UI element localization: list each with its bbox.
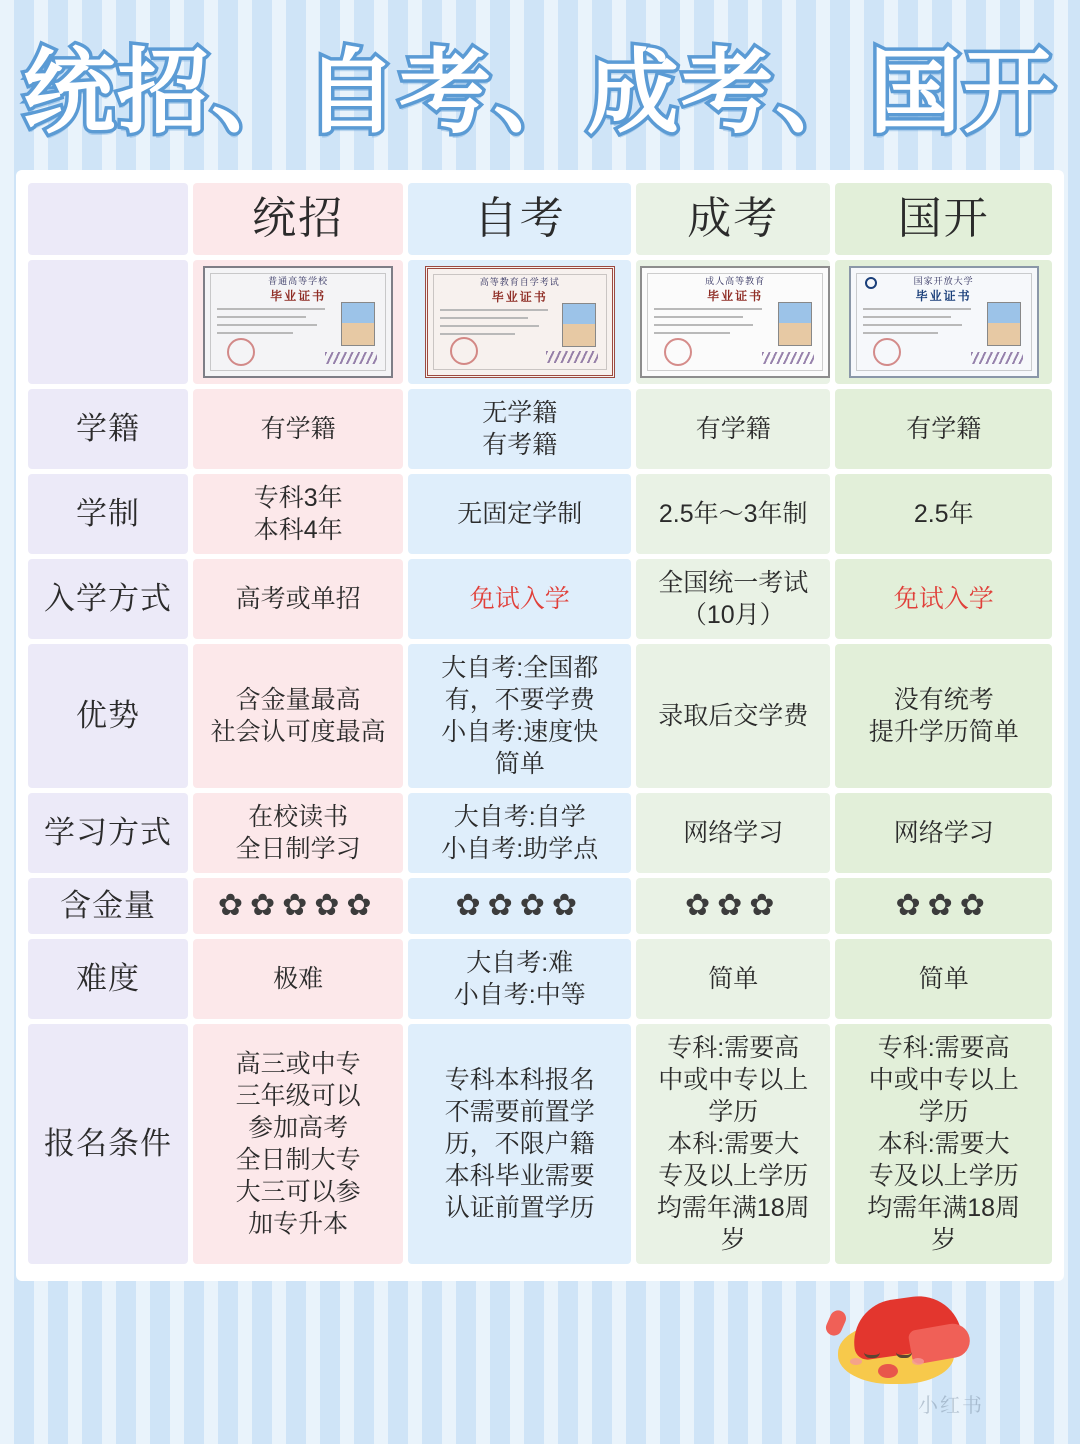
table-row bbox=[28, 644, 1052, 788]
cell-xueji-chengkao: 有学籍 bbox=[636, 389, 830, 469]
table-row bbox=[28, 793, 1052, 873]
certificate-row bbox=[28, 260, 1052, 384]
header-cell-chengkao: 成考 bbox=[636, 183, 830, 255]
cert-signature-icon bbox=[546, 351, 598, 363]
page-title-text: 统招、自考、成考、国开 bbox=[22, 39, 1057, 146]
row-label-baomingtiaojian: 报名条件 bbox=[28, 1024, 188, 1264]
row-label-hanjinliang: 含金量 bbox=[28, 878, 188, 934]
cert-heading-guokai: 毕业证书 bbox=[915, 289, 972, 304]
certificate-image-tongzhao bbox=[203, 266, 393, 378]
row-label-youshi: 优势 bbox=[28, 644, 188, 788]
cell-ruxue-guokai: 免试入学 bbox=[835, 559, 1052, 639]
cell-baoming-zikao: 专科本科报名 不需要前置学 历，不限户籍 本科毕业需要 认证前置学历 bbox=[408, 1024, 631, 1264]
cert-signature-icon bbox=[762, 352, 814, 364]
cert-cell-zikao bbox=[408, 260, 631, 384]
cert-heading-tongzhao: 毕业证书 bbox=[270, 289, 327, 304]
mascot-sticker-icon bbox=[824, 1292, 984, 1402]
table-row bbox=[28, 1024, 1052, 1264]
cell-xuezhi-guokai: 2.5年 bbox=[835, 474, 1052, 554]
cell-xueji-tongzhao: 有学籍 bbox=[193, 389, 404, 469]
row-label-xueji: 学籍 bbox=[28, 389, 188, 469]
cell-nandu-zikao: 大自考:难 小自考:中等 bbox=[408, 939, 631, 1019]
table-header-row bbox=[28, 183, 1052, 255]
cell-hanjinliang-tongzhao bbox=[193, 878, 404, 934]
cell-nandu-guokai: 简单 bbox=[835, 939, 1052, 1019]
cert-seal-icon bbox=[450, 337, 478, 365]
header-cell-guokai: 国开 bbox=[835, 183, 1052, 255]
table-row bbox=[28, 389, 1052, 469]
cell-youshi-zikao: 大自考:全国都 有，不要学费 小自考:速度快 简单 bbox=[408, 644, 631, 788]
row-label-nandu: 难度 bbox=[28, 939, 188, 1019]
cert-cell-tongzhao bbox=[193, 260, 404, 384]
table-row bbox=[28, 474, 1052, 554]
cell-baoming-tongzhao: 高三或中专 三年级可以 参加高考 全日制大专 大三可以参 加专升本 bbox=[193, 1024, 404, 1264]
cell-ruxue-chengkao: 全国统一考试 （10月） bbox=[636, 559, 830, 639]
cell-nandu-chengkao: 简单 bbox=[636, 939, 830, 1019]
cert-title-tongzhao: 普通高等学校 bbox=[268, 276, 329, 287]
star-rating-zikao: ✿✿✿✿ bbox=[455, 888, 585, 922]
star-rating-tongzhao: ✿✿✿✿✿ bbox=[217, 888, 379, 922]
cert-title-guokai: 国家开放大学 bbox=[913, 276, 974, 287]
comparison-table bbox=[23, 178, 1057, 1269]
cert-title-chengkao: 成人高等教育 bbox=[705, 276, 766, 287]
row-label-certificate bbox=[28, 260, 188, 384]
cert-signature-icon bbox=[971, 352, 1023, 364]
cert-signature-icon bbox=[325, 352, 377, 364]
header-cell-zikao: 自考 bbox=[408, 183, 631, 255]
cert-heading-zikao: 毕业证书 bbox=[491, 290, 548, 305]
comparison-table-container bbox=[16, 170, 1064, 1281]
cert-seal-icon bbox=[873, 338, 901, 366]
cert-heading-chengkao: 毕业证书 bbox=[707, 289, 764, 304]
certificate-image-guokai bbox=[849, 266, 1039, 378]
cell-xuexi-guokai: 网络学习 bbox=[835, 793, 1052, 873]
cell-youshi-tongzhao: 含金量最高 社会认可度最高 bbox=[193, 644, 404, 788]
cert-photo-icon bbox=[987, 302, 1021, 346]
header-cell-tongzhao: 统招 bbox=[193, 183, 404, 255]
row-label-xuexifangshi: 学习方式 bbox=[28, 793, 188, 873]
cell-baoming-guokai: 专科:需要高 中或中专以上 学历 本科:需要大 专及以上学历 均需年满18周 岁 bbox=[835, 1024, 1052, 1264]
certificate-image-zikao bbox=[425, 266, 615, 378]
cell-xueji-guokai: 有学籍 bbox=[835, 389, 1052, 469]
row-label-xuezhi: 学制 bbox=[28, 474, 188, 554]
cell-youshi-guokai: 没有统考 提升学历简单 bbox=[835, 644, 1052, 788]
cell-ruxue-tongzhao: 高考或单招 bbox=[193, 559, 404, 639]
cell-hanjinliang-chengkao bbox=[636, 878, 830, 934]
cert-photo-icon bbox=[562, 303, 596, 347]
star-rating-guokai: ✿✿✿ bbox=[895, 888, 992, 922]
cell-xuezhi-tongzhao: 专科3年 本科4年 bbox=[193, 474, 404, 554]
cell-xuezhi-zikao: 无固定学制 bbox=[408, 474, 631, 554]
cell-xuexi-chengkao: 网络学习 bbox=[636, 793, 830, 873]
certificate-image-chengkao bbox=[640, 266, 830, 378]
cert-cell-chengkao bbox=[636, 260, 830, 384]
cert-photo-icon bbox=[341, 302, 375, 346]
table-row bbox=[28, 878, 1052, 934]
header-cell-blank bbox=[28, 183, 188, 255]
cell-baoming-chengkao: 专科:需要高 中或中专以上 学历 本科:需要大 专及以上学历 均需年满18周 岁 bbox=[636, 1024, 830, 1264]
cell-xuezhi-chengkao: 2.5年～3年制 bbox=[636, 474, 830, 554]
cell-xueji-zikao: 无学籍 有考籍 bbox=[408, 389, 631, 469]
cert-title-zikao: 高等教育自学考试 bbox=[479, 277, 560, 288]
row-label-ruxuefangshi: 入学方式 bbox=[28, 559, 188, 639]
cell-xuexi-zikao: 大自考:自学 小自考:助学点 bbox=[408, 793, 631, 873]
table-row bbox=[28, 559, 1052, 639]
cert-photo-icon bbox=[778, 302, 812, 346]
page-title bbox=[0, 0, 1080, 170]
cell-xuexi-tongzhao: 在校读书 全日制学习 bbox=[193, 793, 404, 873]
cell-youshi-chengkao: 录取后交学费 bbox=[636, 644, 830, 788]
cell-hanjinliang-guokai bbox=[835, 878, 1052, 934]
cell-hanjinliang-zikao bbox=[408, 878, 631, 934]
cell-nandu-tongzhao: 极难 bbox=[193, 939, 404, 1019]
watermark-text: 小红书 bbox=[918, 1395, 984, 1417]
star-rating-chengkao: ✿✿✿ bbox=[685, 888, 782, 922]
table-row bbox=[28, 939, 1052, 1019]
cert-cell-guokai bbox=[835, 260, 1052, 384]
cell-ruxue-zikao: 免试入学 bbox=[408, 559, 631, 639]
